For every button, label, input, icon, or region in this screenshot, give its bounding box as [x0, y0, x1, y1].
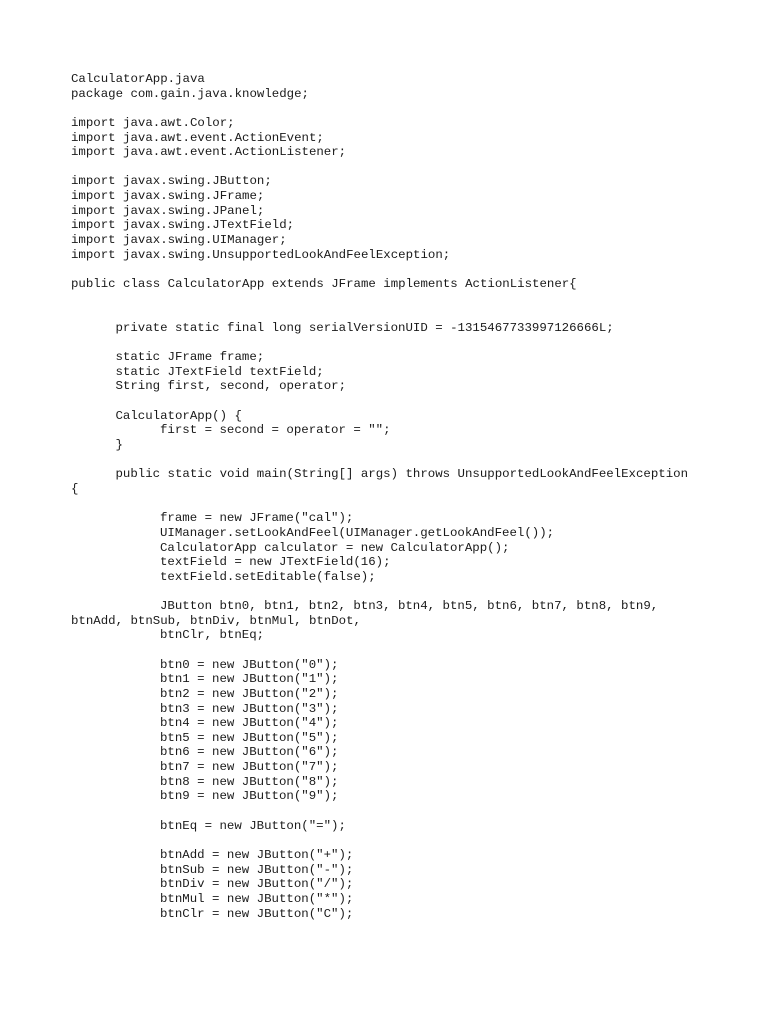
code-line: btn9 = new JButton("9"); — [160, 789, 339, 804]
blank-line — [71, 584, 751, 599]
code-line: import javax.swing.UIManager; — [71, 233, 287, 248]
code-line: btnAdd, btnSub, btnDiv, btnMul, btnDot, — [71, 613, 361, 628]
blank-line — [71, 804, 751, 819]
blank-line — [71, 833, 751, 848]
code-line: CalculatorApp calculator = new CalculatorApp(); — [160, 540, 510, 555]
code-listing — [71, 87, 751, 922]
code-line: import java.awt.Color; — [71, 115, 235, 130]
code-line: btn6 = new JButton("6"); — [160, 745, 339, 760]
blank-line — [71, 160, 751, 175]
blank-line — [71, 292, 751, 307]
code-line: import javax.swing.JButton; — [71, 174, 272, 189]
code-line: package com.gain.java.knowledge; — [71, 86, 309, 101]
document-page — [71, 72, 751, 921]
code-line: import javax.swing.JTextField; — [71, 218, 295, 233]
code-line: import javax.swing.JFrame; — [71, 189, 265, 204]
document-title: CalculatorApp.java — [71, 72, 205, 86]
code-line: frame = new JFrame("cal"); — [160, 511, 354, 526]
code-line: btnDiv = new JButton("/"); — [160, 877, 354, 892]
code-line: import java.awt.event.ActionEvent; — [71, 130, 324, 145]
code-line: import javax.swing.UnsupportedLookAndFeelException; — [71, 247, 451, 262]
code-line: btn1 = new JButton("1"); — [160, 672, 339, 687]
blank-line — [71, 453, 751, 468]
code-line: btn2 = new JButton("2"); — [160, 686, 339, 701]
code-line: JButton btn0, btn1, btn2, btn3, btn4, btn5, btn6, btn7, btn8, btn9, — [160, 599, 659, 614]
code-line: textField.setEditable(false); — [160, 569, 376, 584]
code-line: { — [71, 481, 79, 496]
code-line: btnEq = new JButton("="); — [160, 818, 346, 833]
blank-line — [71, 643, 751, 658]
code-line: btnMul = new JButton("*"); — [160, 891, 354, 906]
code-line: btn4 = new JButton("4"); — [160, 716, 339, 731]
code-line: btnClr, btnEq; — [160, 628, 265, 643]
code-line: UIManager.setLookAndFeel(UIManager.getLookAndFeel()); — [160, 525, 555, 540]
blank-line — [71, 394, 751, 409]
code-line: btn3 = new JButton("3"); — [160, 701, 339, 716]
code-line: CalculatorApp() { — [115, 408, 242, 423]
blank-line — [71, 336, 751, 351]
code-line: first = second = operator = ""; — [160, 423, 391, 438]
code-line: btnClr = new JButton("C"); — [160, 906, 354, 921]
code-line: btn5 = new JButton("5"); — [160, 730, 339, 745]
code-line: static JFrame frame; — [115, 350, 265, 365]
blank-line — [71, 101, 751, 116]
code-line: String first, second, operator; — [115, 379, 347, 394]
code-line: private static final long serialVersionUID = -1315467733997126666L; — [115, 320, 614, 335]
code-line: btn0 = new JButton("0"); — [160, 657, 339, 672]
code-line: } — [115, 438, 123, 453]
code-line: static JTextField textField; — [115, 364, 324, 379]
blank-line — [71, 306, 751, 321]
code-line: public static void main(String[] args) throws UnsupportedLookAndFeelException — [115, 467, 689, 482]
code-line: btnSub = new JButton("-"); — [160, 862, 354, 877]
code-line: public class CalculatorApp extends JFrame implements ActionListener{ — [71, 276, 577, 291]
blank-line — [71, 497, 751, 512]
code-line: textField = new JTextField(16); — [160, 555, 391, 570]
code-line: import javax.swing.JPanel; — [71, 203, 265, 218]
code-line: btn8 = new JButton("8"); — [160, 774, 339, 789]
code-line: btnAdd = new JButton("+"); — [160, 847, 354, 862]
code-line: import java.awt.event.ActionListener; — [71, 145, 347, 160]
code-line: btn7 = new JButton("7"); — [160, 760, 339, 775]
blank-line — [71, 262, 751, 277]
